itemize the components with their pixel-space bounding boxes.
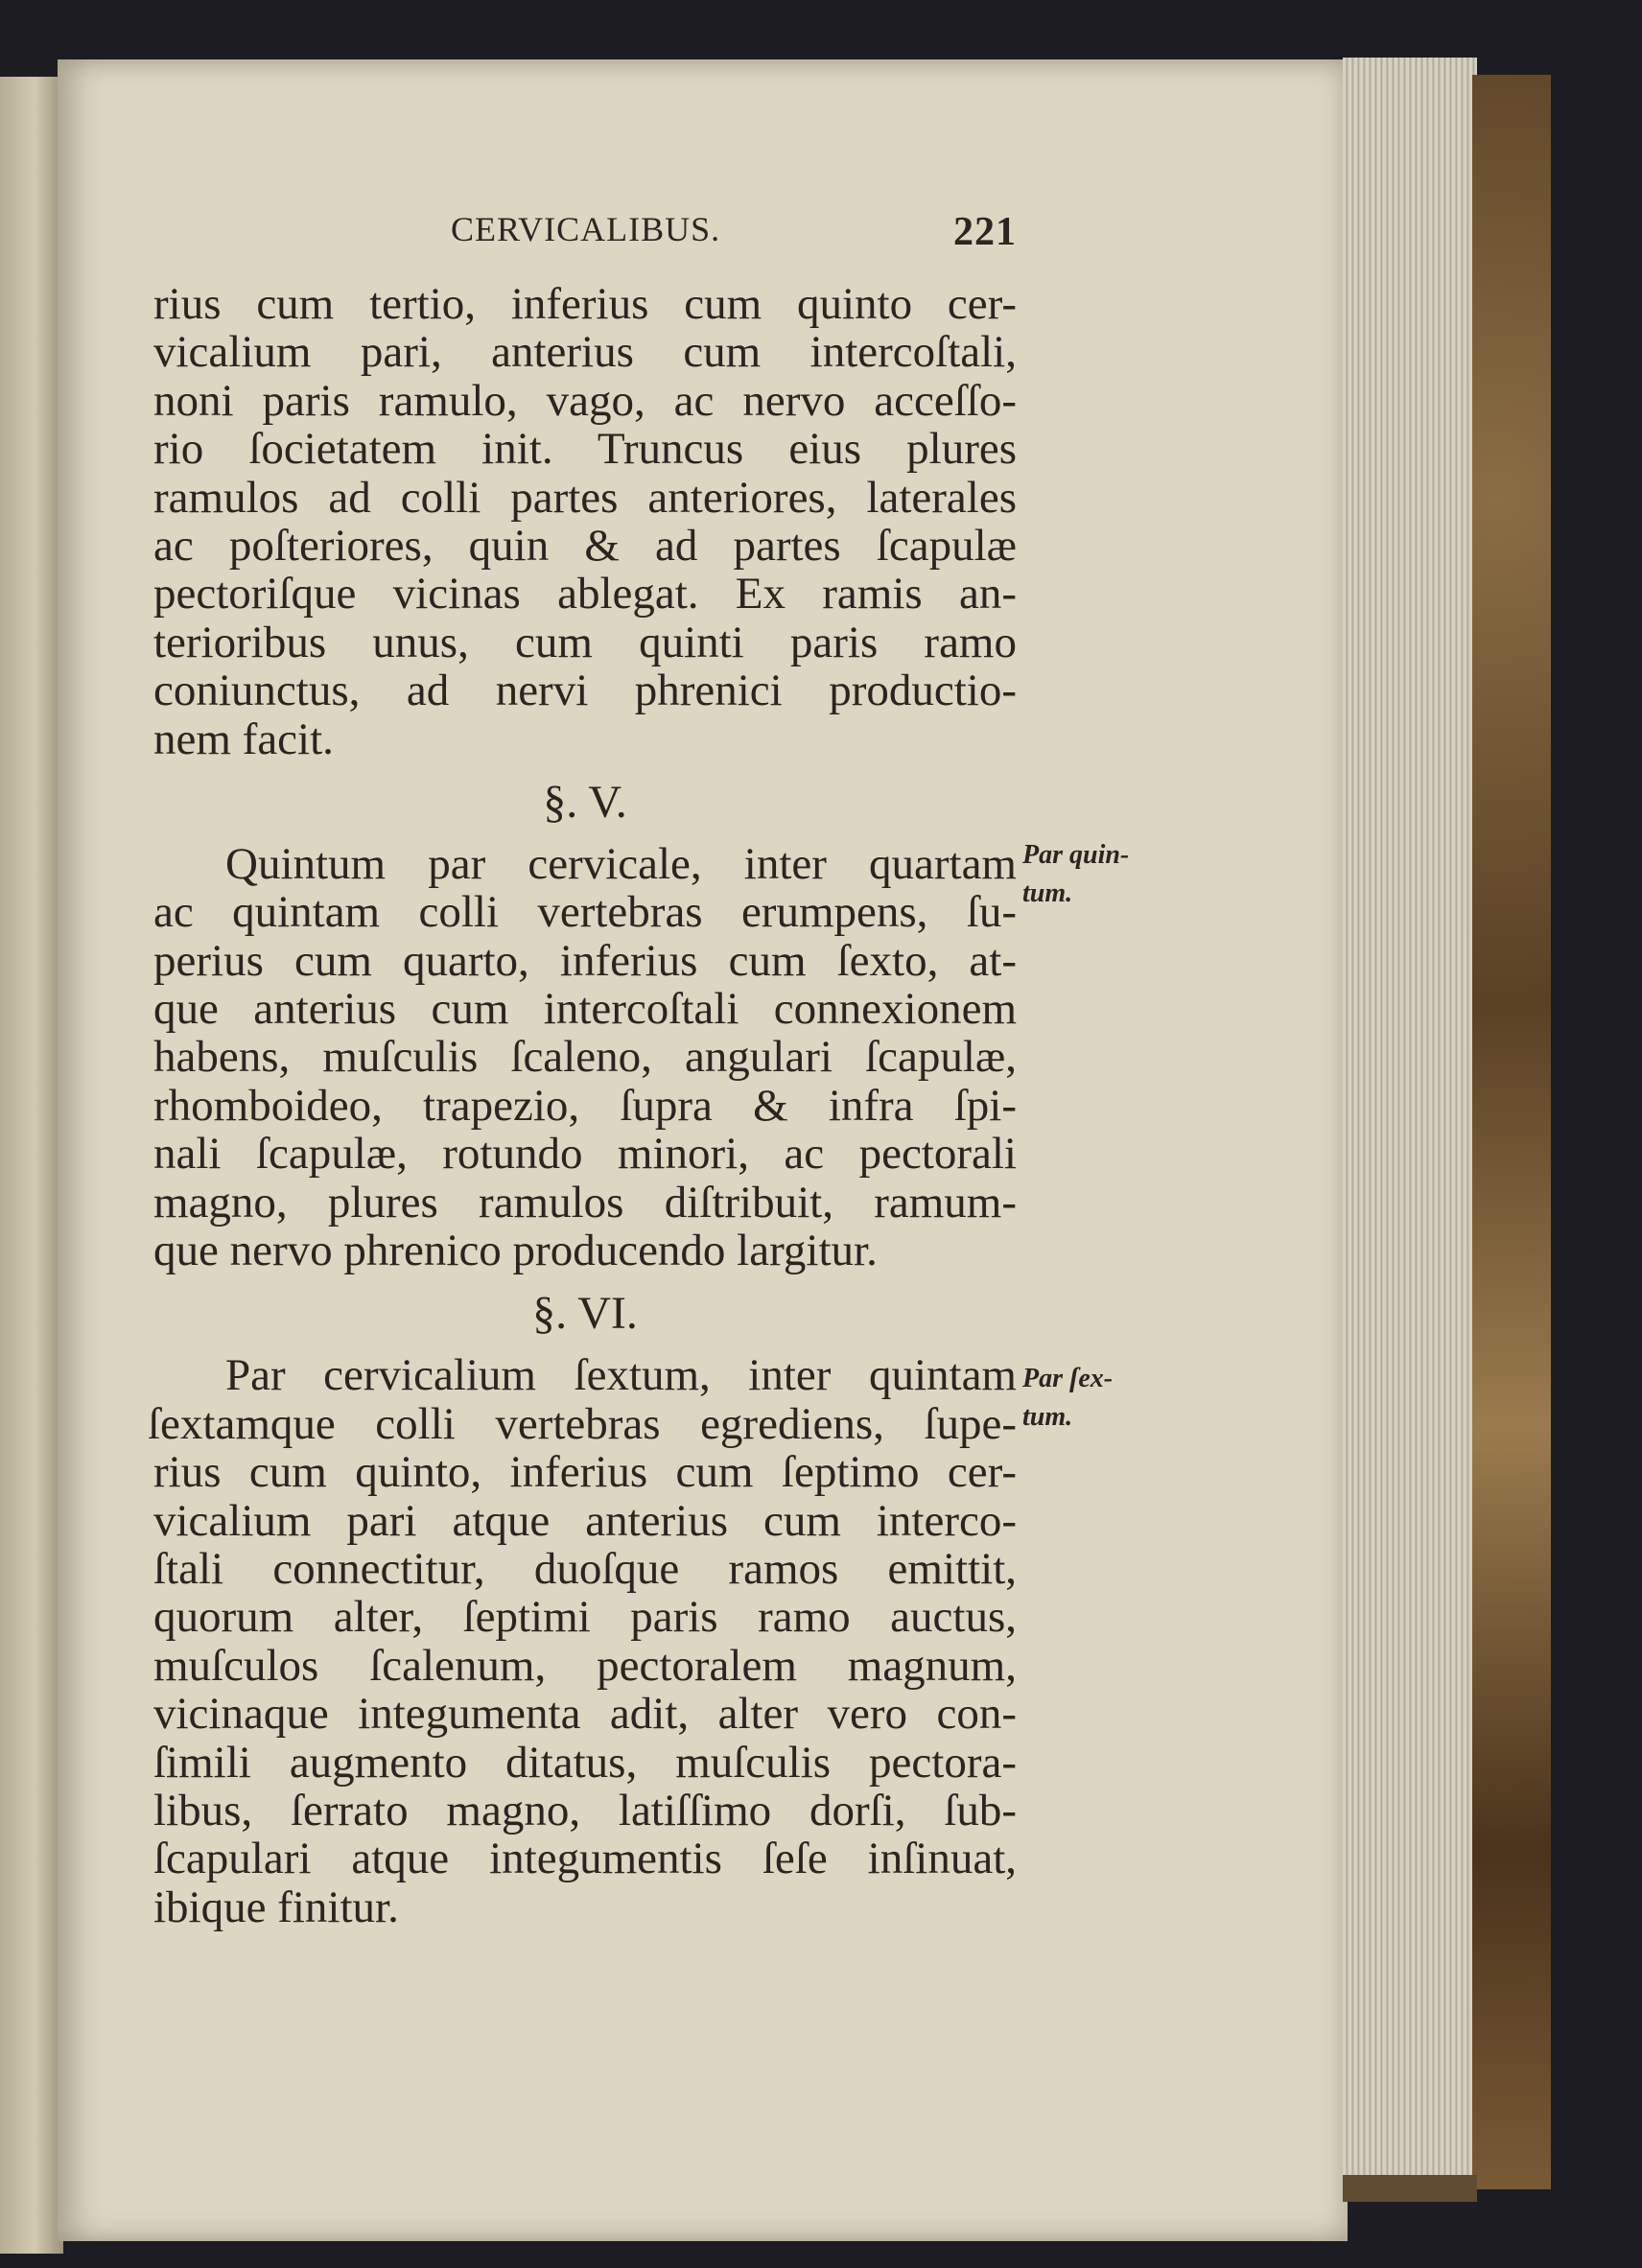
section-v-paragraph [153,840,1017,1275]
text-line: nem facit. [153,713,334,764]
text-line: pectoriſque vicinas ablegat. Ex ramis an- [153,569,1017,620]
margin-note-line: tum. [1022,878,1073,908]
text-line: rius cum quinto, inferius cum ſeptimo cer- [153,1447,1017,1498]
section-heading-vi: §. VI. [532,1288,638,1340]
text-line: Par cervicalium ſextum, inter quintam [225,1350,1017,1401]
text-line: ac poſteriores, quin & ad partes ſcapulæ [153,520,1017,571]
marbled-cover [1472,75,1551,2189]
text-line: que nervo phrenico producendo largitur. [153,1226,878,1276]
text-line: ſtali connectitur, duoſque ramos emittit, [153,1543,1017,1594]
running-head: CERVICALIBUS. [451,210,721,248]
text-line: perius cum quarto, inferius cum ſexto, at- [153,935,1017,986]
text-line: ramulos ad colli partes anteriores, laterales [153,472,1017,523]
text-line: ſextamque colli vertebras egrediens, ſupe- [148,1398,1017,1449]
text-line: que anterius cum intercoſtali connexionem [153,984,1017,1035]
page-number: 221 [953,210,1017,254]
text-line: noni paris ramulo, vago, ac nervo acceſſo- [153,375,1017,426]
text-line: magno, plures ramulos diſtribuit, ramum- [153,1177,1017,1228]
margin-note-par-sextum [1022,1360,1128,1437]
page-header [451,209,1017,257]
section-vi-paragraph [148,1350,1017,1932]
text-line: quorum alter, ſeptimi paris ramo auctus, [153,1592,1017,1643]
text-line: muſculos ſcalenum, pectoralem magnum, [153,1640,1017,1691]
cover-bottom-edge [1343,2175,1477,2202]
margin-note-par-quintum [1022,836,1128,913]
margin-note-line: Par quin- [1022,840,1130,870]
margin-note-line: Par ſex- [1022,1364,1114,1393]
text-line: rio ſocietatem init. Truncus eius plures [153,424,1017,475]
text-line: vicinaque integumenta adit, alter vero con- [153,1689,1017,1740]
text-line: vicalium pari, anterius cum intercoſtali, [153,327,1017,378]
text-line: ibique finitur. [153,1882,399,1932]
body-text [148,279,1017,1932]
margin-note-line: tum. [1022,1402,1073,1432]
text-line: habens, muſculis ſcaleno, angulari ſcapulæ, [153,1032,1017,1083]
text-line: coniunctus, ad nervi phrenici productio- [153,666,1017,716]
facing-page-edge [0,77,63,2254]
text-line: rius cum tertio, inferius cum quinto cer- [153,279,1017,329]
text-line: rhomboideo, trapezio, ſupra & infra ſpi- [153,1080,1017,1131]
section-heading-v: §. V. [543,776,627,828]
text-line: nali ſcapulæ, rotundo minori, ac pectorali [153,1129,1017,1180]
text-line: Quintum par cervicale, inter quartam [225,838,1017,889]
text-line: vicalium pari atque anterius cum interco- [153,1495,1017,1546]
paragraph-continued [153,280,1017,763]
text-line: ſcapulari atque integumentis ſeſe inſinuat, [153,1834,1017,1884]
page-block-edges [1343,58,1477,2177]
text-line: terioribus unus, cum quinti paris ramo [153,617,1017,667]
text-line: libus, ſerrato magno, latiſſimo dorſi, ſub- [153,1785,1017,1835]
text-line: ſimili augmento ditatus, muſculis pectora- [153,1737,1017,1788]
text-line: ac quintam colli vertebras erumpens, ſu- [153,887,1017,938]
